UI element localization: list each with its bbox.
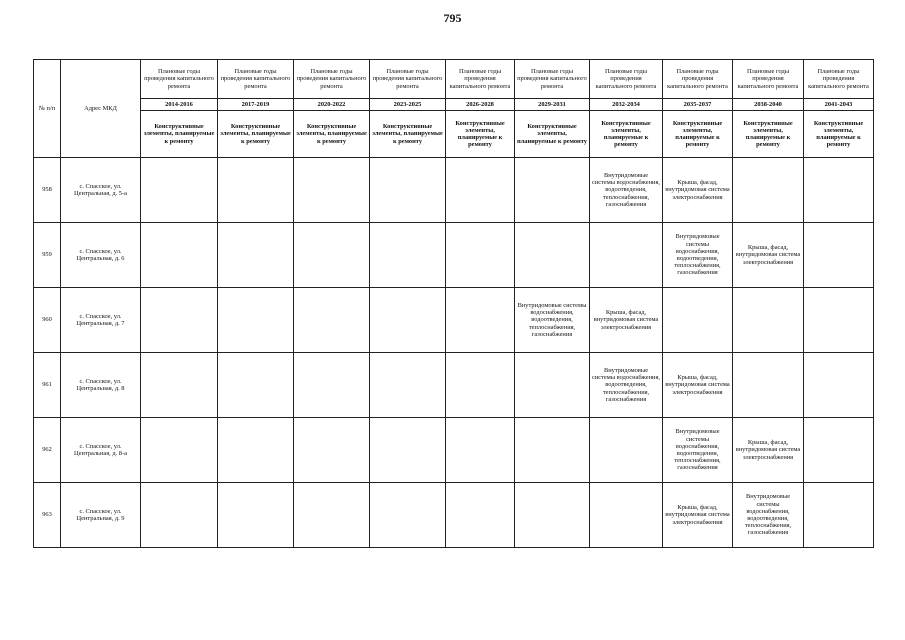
- header-period-title: Плановые годы проведения капитального ремонта: [446, 60, 515, 99]
- repair-elements-cell: [218, 353, 294, 418]
- repair-elements-cell: Крыша, фасад, внутридомовая система электроснабжения: [663, 158, 733, 223]
- row-number: 963: [34, 483, 61, 548]
- header-period-title: Плановые годы проведения капитального ремонта: [590, 60, 663, 99]
- row-address: с. Спасское, ул. Центральная, д. 7: [61, 288, 141, 353]
- repair-elements-cell: [141, 158, 218, 223]
- row-number: 958: [34, 158, 61, 223]
- repair-elements-cell: [515, 223, 590, 288]
- repair-elements-cell: [515, 158, 590, 223]
- table-row: [34, 158, 874, 223]
- header-year-range: 2017-2019: [218, 99, 294, 111]
- header-period-title: Плановые годы проведения капитального ремонта: [663, 60, 733, 99]
- header-year-range: 2029-2031: [515, 99, 590, 111]
- repair-elements-cell: [370, 288, 446, 353]
- repair-elements-cell: [370, 353, 446, 418]
- header-elements-label: Конструктивные элементы, планируемые к ремонту: [804, 111, 874, 158]
- repair-elements-cell: Внутридомовые системы водоснабжения, водоотведения, теплоснабжения, газоснабжения: [663, 418, 733, 483]
- table-row: [34, 418, 874, 483]
- table-body: [34, 158, 874, 548]
- header-row-elements: [34, 111, 874, 158]
- repair-elements-cell: [141, 353, 218, 418]
- header-elements-label: Конструктивные элементы, планируемые к ремонту: [294, 111, 370, 158]
- repair-elements-cell: Крыша, фасад, внутридомовая система электроснабжения: [663, 353, 733, 418]
- header-year-range: 2023-2025: [370, 99, 446, 111]
- header-elements-label: Конструктивные элементы, планируемые к ремонту: [446, 111, 515, 158]
- header-elements-label: Конструктивные элементы, планируемые к ремонту: [370, 111, 446, 158]
- repair-elements-cell: [218, 483, 294, 548]
- repair-elements-cell: [804, 483, 874, 548]
- repair-elements-cell: [804, 288, 874, 353]
- repair-elements-cell: [370, 223, 446, 288]
- repair-elements-cell: [294, 353, 370, 418]
- table-row: [34, 223, 874, 288]
- header-year-range: 2035-2037: [663, 99, 733, 111]
- repair-elements-cell: [370, 418, 446, 483]
- repair-elements-cell: [515, 483, 590, 548]
- repair-elements-cell: Внутридомовые системы водоснабжения, водоотведения, теплоснабжения, газоснабжения: [663, 223, 733, 288]
- repair-elements-cell: [804, 418, 874, 483]
- repair-elements-cell: [218, 158, 294, 223]
- repair-elements-cell: Крыша, фасад, внутридомовая система электроснабжения: [733, 223, 804, 288]
- header-row-years: [34, 99, 874, 111]
- header-row-titles: [34, 60, 874, 99]
- row-address: с. Спасское, ул. Центральная, д. 5-а: [61, 158, 141, 223]
- repair-elements-cell: Внутридомовые системы водоснабжения, водоотведения, теплоснабжения, газоснабжения: [590, 353, 663, 418]
- repair-elements-cell: Крыша, фасад, внутридомовая система электроснабжения: [663, 483, 733, 548]
- header-period-title: Плановые годы проведения капитального ремонта: [370, 60, 446, 99]
- row-number: 961: [34, 353, 61, 418]
- table-row: [34, 288, 874, 353]
- repair-elements-cell: [294, 223, 370, 288]
- repair-elements-cell: [294, 483, 370, 548]
- repair-elements-cell: [446, 483, 515, 548]
- header-elements-label: Конструктивные элементы, планируемые к ремонту: [663, 111, 733, 158]
- repair-elements-cell: [663, 288, 733, 353]
- row-number: 960: [34, 288, 61, 353]
- header-period-title: Плановые годы проведения капитального ремонта: [515, 60, 590, 99]
- row-address: с. Спасское, ул. Центральная, д. 6: [61, 223, 141, 288]
- repair-elements-cell: Крыша, фасад, внутридомовая система электроснабжения: [590, 288, 663, 353]
- header-elements-label: Конструктивные элементы, планируемые к ремонту: [733, 111, 804, 158]
- repair-elements-cell: Внутридомовые системы водоснабжения, водоотведения, теплоснабжения, газоснабжения: [733, 483, 804, 548]
- repair-elements-cell: [515, 353, 590, 418]
- repair-elements-cell: [590, 223, 663, 288]
- repair-elements-cell: [218, 418, 294, 483]
- repair-elements-cell: [141, 288, 218, 353]
- repair-elements-cell: [590, 418, 663, 483]
- repair-elements-cell: [446, 158, 515, 223]
- repair-elements-cell: [294, 158, 370, 223]
- repair-elements-cell: [733, 288, 804, 353]
- repair-elements-cell: Внутридомовые системы водоснабжения, водоотведения, теплоснабжения, газоснабжения: [590, 158, 663, 223]
- repair-elements-cell: [141, 223, 218, 288]
- capital-repair-plan-table: [33, 59, 874, 548]
- repair-elements-cell: [294, 418, 370, 483]
- repair-elements-cell: [218, 223, 294, 288]
- repair-elements-cell: [804, 223, 874, 288]
- repair-elements-cell: [446, 223, 515, 288]
- table-row: [34, 483, 874, 548]
- header-period-title: Плановые годы проведения капитального ремонта: [218, 60, 294, 99]
- row-number: 959: [34, 223, 61, 288]
- repair-elements-cell: [141, 418, 218, 483]
- repair-elements-cell: Крыша, фасад, внутридомовая система электроснабжения: [733, 418, 804, 483]
- repair-elements-cell: [733, 158, 804, 223]
- table-row: [34, 353, 874, 418]
- repair-elements-cell: [804, 353, 874, 418]
- repair-elements-cell: [804, 158, 874, 223]
- repair-elements-cell: [141, 483, 218, 548]
- repair-elements-cell: [446, 418, 515, 483]
- repair-elements-cell: [294, 288, 370, 353]
- header-elements-label: Конструктивные элементы, планируемые к ремонту: [141, 111, 218, 158]
- header-year-range: 2041-2043: [804, 99, 874, 111]
- header-year-range: 2020-2022: [294, 99, 370, 111]
- repair-elements-cell: Внутридомовые системы водоснабжения, водоотведения, теплоснабжения, газоснабжения: [515, 288, 590, 353]
- row-number: 962: [34, 418, 61, 483]
- header-elements-label: Конструктивные элементы, планируемые к ремонту: [218, 111, 294, 158]
- header-elements-label: Конструктивные элементы, планируемые к ремонту: [590, 111, 663, 158]
- header-address: Адрес МКД: [61, 60, 141, 158]
- row-address: с. Спасское, ул. Центральная, д. 8-а: [61, 418, 141, 483]
- repair-elements-cell: [446, 288, 515, 353]
- header-period-title: Плановые годы проведения капитального ремонта: [804, 60, 874, 99]
- header-period-title: Плановые годы проведения капитального ремонта: [294, 60, 370, 99]
- header-num: № п/п: [34, 60, 61, 158]
- header-elements-label: Конструктивные элементы, планируемые к ремонту: [515, 111, 590, 158]
- repair-elements-cell: [218, 288, 294, 353]
- row-address: с. Спасское, ул. Центральная, д. 9: [61, 483, 141, 548]
- repair-elements-cell: [515, 418, 590, 483]
- header-year-range: 2032-2034: [590, 99, 663, 111]
- header-year-range: 2014-2016: [141, 99, 218, 111]
- header-year-range: 2038-2040: [733, 99, 804, 111]
- header-year-range: 2026-2028: [446, 99, 515, 111]
- header-period-title: Плановые годы проведения капитального ремонта: [141, 60, 218, 99]
- header-period-title: Плановые годы проведения капитального ремонта: [733, 60, 804, 99]
- repair-elements-cell: [590, 483, 663, 548]
- repair-elements-cell: [370, 158, 446, 223]
- row-address: с. Спасское, ул. Центральная, д. 8: [61, 353, 141, 418]
- page-number: 795: [443, 11, 462, 25]
- repair-elements-cell: [370, 483, 446, 548]
- repair-elements-cell: [733, 353, 804, 418]
- repair-elements-cell: [446, 353, 515, 418]
